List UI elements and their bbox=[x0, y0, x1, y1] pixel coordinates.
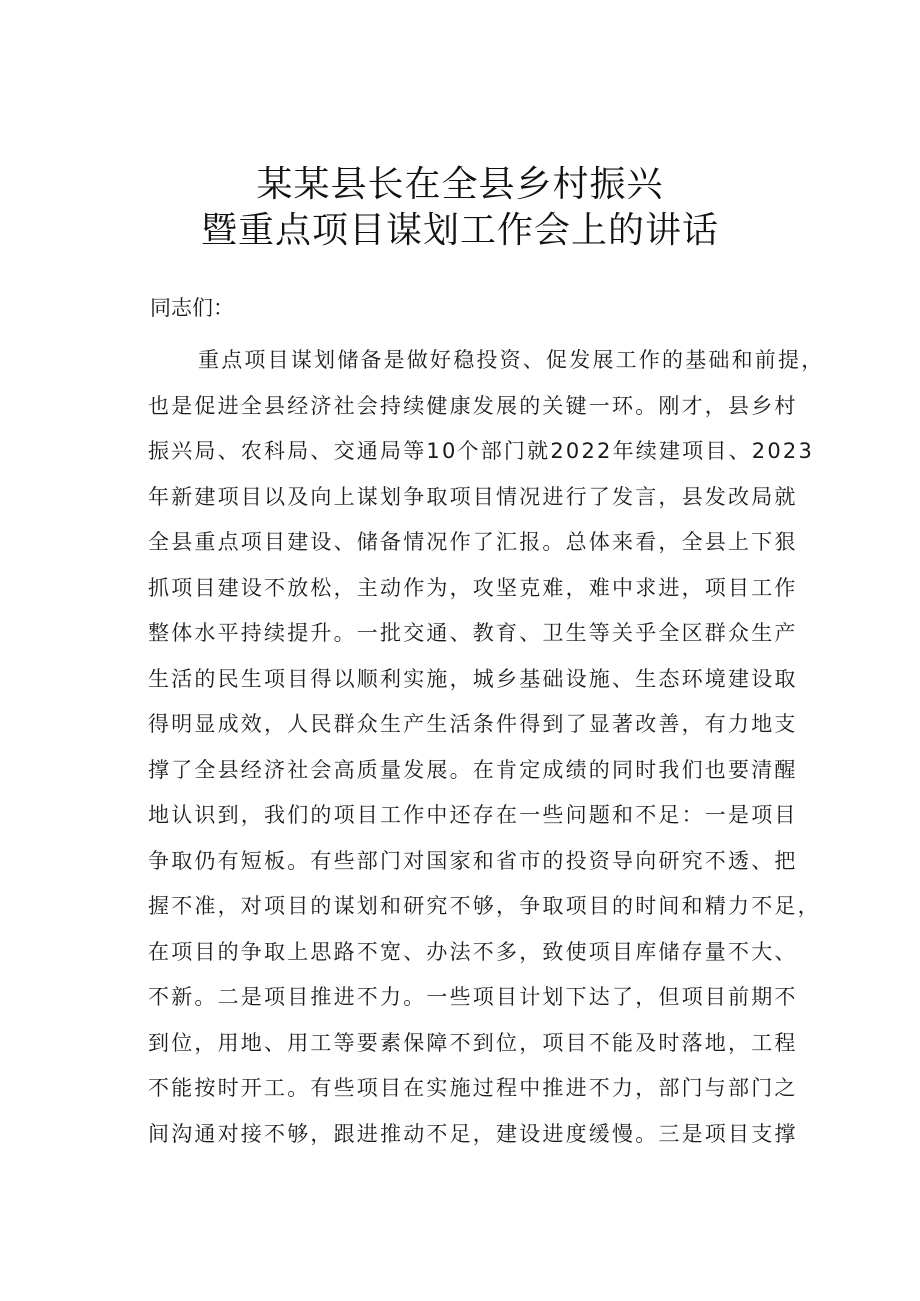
body-line: 抓项目建设不放松，主动作为，攻坚克难，难中求进，项目工作 bbox=[148, 575, 798, 600]
body-line: 振兴局、农科局、交通局等10个部门就2022年续建项目、2023 bbox=[148, 439, 815, 463]
body-line: 不新。二是项目推进不力。一些项目计划下达了，但项目前期不 bbox=[148, 985, 798, 1009]
body-line: 握不准，对项目的谋划和研究不够，争取项目的时间和精力不足， bbox=[148, 894, 821, 918]
body-line: 生活的民生项目得以顺利实施，城乡基础设施、生态环境建设取 bbox=[148, 666, 798, 691]
body-line: 间沟通对接不够，跟进推动不足，建设进度缓慢。三是项目支撑 bbox=[148, 1121, 798, 1146]
body-line: 地认识到，我们的项目工作中还存在一些问题和不足：一是项目 bbox=[148, 803, 798, 827]
body-line: 重点项目谋划储备是做好稳投资、促发展工作的基础和前提， bbox=[198, 348, 825, 372]
body-line: 年新建项目以及向上谋划争取项目情况进行了发言，县发改局就 bbox=[148, 484, 798, 509]
document-title-line-2: 暨重点项目谋划工作会上的讲话 bbox=[200, 210, 719, 251]
body-line: 不能按时开工。有些项目在实施过程中推进不力，部门与部门之 bbox=[148, 1076, 798, 1100]
document-title-line-1: 某某县长在全县乡村振兴 bbox=[256, 164, 664, 205]
body-paragraph bbox=[148, 338, 825, 1157]
body-line: 得明显成效，人民群众生产生活条件得到了显著改善，有力地支 bbox=[148, 712, 798, 736]
body-line: 争取仍有短板。有些部门对国家和省市的投资导向研究不透、把 bbox=[148, 848, 798, 873]
body-line: 全县重点项目建设、储备情况作了汇报。总体来看，全县上下狠 bbox=[148, 530, 798, 554]
body-line: 在项目的争取上思路不宽、办法不多，致使项目库储存量不大、 bbox=[148, 939, 798, 964]
salutation: 同志们： bbox=[150, 296, 234, 320]
body-line: 撑了全县经济社会高质量发展。在肯定成绩的同时我们也要清醒 bbox=[148, 757, 798, 782]
body-line: 也是促进全县经济社会持续健康发展的关键一环。刚才，县乡村 bbox=[148, 393, 798, 418]
body-line: 到位，用地、用工等要素保障不到位，项目不能及时落地，工程 bbox=[148, 1030, 798, 1055]
body-line: 整体水平持续提升。一批交通、教育、卫生等关乎全区群众生产 bbox=[148, 621, 798, 645]
